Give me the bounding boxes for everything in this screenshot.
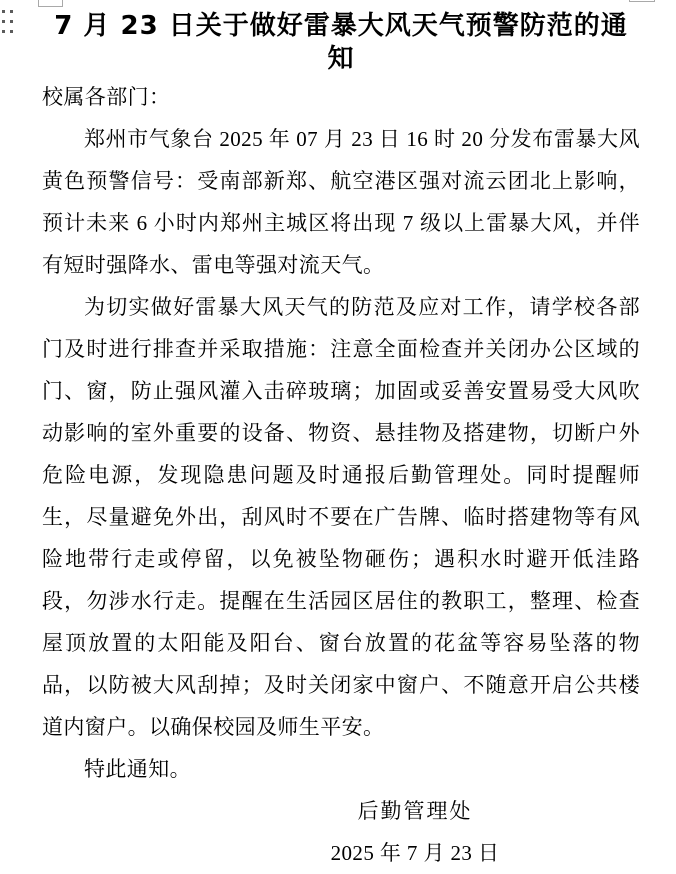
signature-block [116, 790, 676, 874]
signature-department: 后勤管理处 [357, 799, 473, 823]
notice-body [42, 76, 640, 874]
signature-date: 2025 年 7 月 23 日 [330, 841, 500, 865]
paragraph-precautions: 为切实做好雷暴大风天气的防范及应对工作，请学校各部门及时进行排查并采取措施：注意全面检查并关闭办公区域的门、窗，防止强风灌入击碎玻璃；加固或妥善安置易受大风吹动影响的室外重要的设备、物资、悬挂物及搭建物，切断户外危险电源，发现隐患问题及时通报后勤管理处。同时提醒师生，尽量避免外出，刮风时不要在广告牌、临时搭建物等有风险地带行走或停留，以免被坠物砸伤；遇积水时避开低洼路段，勿涉水行走。提醒在生活园区居住的教职工，整理、检查屋顶放置的太阳能及阳台、窗台放置的花盆等容易坠落的物品，以防被大风刮掉；及时关闭家中窗户、不随意开启公共楼道内窗户。以确保校园及师生平安。 [42, 295, 640, 739]
closing-line: 特此通知。 [84, 757, 191, 781]
salutation: 校属各部门： [42, 85, 171, 109]
paragraph-weather-warning: 郑州市气象台 2025 年 07 月 23 日 16 时 20 分发布雷暴大风黄色预警信号：受南部新郑、航空港区强对流云团北上影响，预计未来 6 小时内郑州主城区将出现 7 级以上雷暴大风，并伴有短时强降水、雷电等强对流天气。 [42, 127, 640, 277]
notice-title: 7 月 23 日关于做好雷暴大风天气预警防范的通知 [54, 11, 628, 74]
